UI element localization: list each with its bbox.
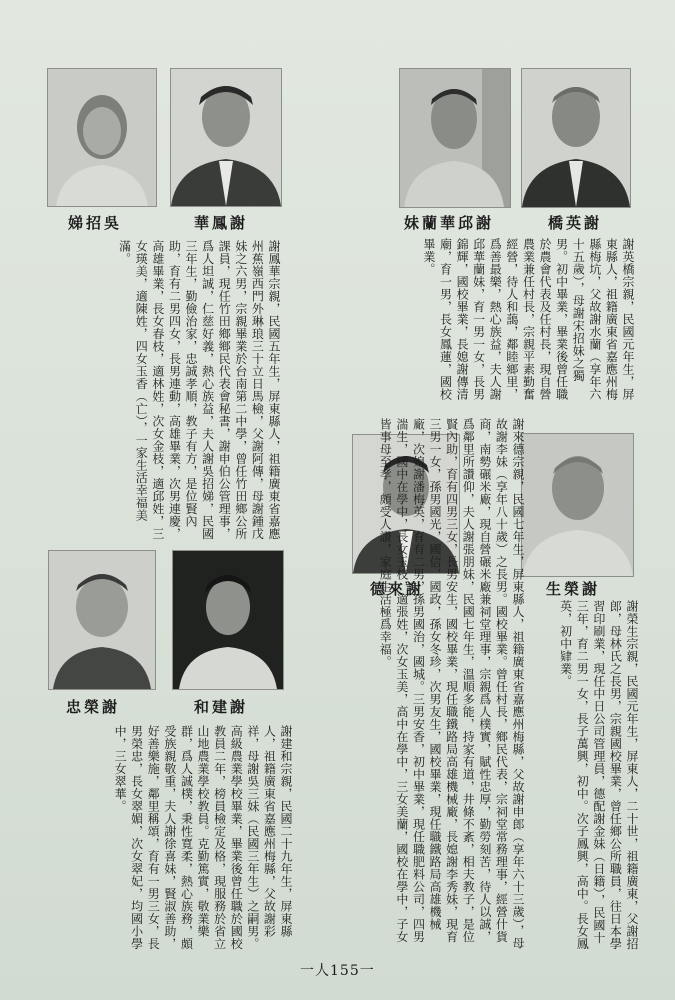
caption-xie-fenghua: 謝鳳華: [194, 214, 249, 232]
bio-xie-laide: 謝來德宗親，民國七年生，屏東縣人，祖籍廣東省嘉應州梅縣，父故謝申郎（享年六十三歲），母故謝李妹（享年八十歲）之長男。國校畢業。曾任村長，鄉民代表，宗祠堂常務理事，經營什貨商，南勢碾米廠，現自營碾米廠兼祠堂理事，宗親爲人樸實，賦性忠厚，勤勞刻苦，待人以誠，爲鄰里所讚仰，夫人謝張朋妹，民國七年生，溫順多能，持家有道，井條不紊，相夫教子，是位賢內助，育有四男三女，長男安生，國校畢業，現任職鐵路局高雄機械廠，長媳謝李秀妹，現育三男一女，孫男國光，國信，國政，孫女冬珍，次男友生，國校畢業，現任職鐵路局高雄機械廠，次媳謝潘梅英，育有二男，孫男國治，國城。三男安香，初中畢業，現任職肥料公司，四男湍生，國中在學中，長女玉枝，適張姓，次女玉美，高中在學中，三女美蘭，國校在學中，子女皆事母至孝，頗受人讚，家庭生活極爲幸福。: [378, 418, 525, 950]
portrait-icon: [49, 551, 155, 689]
photo-xie-jianhe: [172, 550, 284, 690]
caption-xie-rongzhong: 謝榮忠: [66, 698, 121, 716]
page-number: 一人155一: [300, 963, 375, 979]
caption-xie-rongsheng: 謝榮生: [546, 580, 601, 598]
bio-xie-fenghua: 謝鳳華宗親，民國五年生，屏東縣人，祖籍廣東省嘉應州蕉嶺西門外琳琅三十立日馬檢，父謝阿傳，母謝鍾戊妹之六男，宗親畢業於台南第二中學，曾任竹田鄉公所課員，現任竹田鄉鄉民代表會秘書，謝申伯公管理事，爲人坦誠，仁慈好義，熱心族益，夫人謝吳招娣，民國三年生，勤儉治家，忠誠孝順，教子有方，是位賢內助，育有二男四女，長男連動，高雄畢業，次男連慶，高雄畢業，長女春枝，適林姓，次女金枝，適邱姓，三女瑛美，適陳姓，四女玉香（亡），一家生活幸福美滿。: [117, 240, 281, 540]
photo-wu-zhaodi: [47, 68, 157, 207]
portrait-icon: [400, 69, 510, 207]
portrait-icon: [173, 551, 283, 689]
photo-xie-fenghua: [170, 68, 282, 207]
bio-xie-rongsheng: 謝榮生宗親，民國元年生，屏東人，二十世，祖籍廣東，父謝招郎，母林氏之長男，宗親國校畢業，曾任鄉公所職員，往日本學習印刷業，現任中日公司管理員，德配謝金妹（日籍），民國十三年，育二男一女，長子萬興，初中。次子鳳興，高中。長女鳳英，初中肄業。: [558, 600, 639, 950]
caption-xie-yingqiao: 謝英橋: [548, 214, 603, 232]
bio-xie-jianhe: 謝建和宗親，民國二十九年生，屏東縣人，祖籍廣東省嘉應州梅縣，父故謝彩祥，母謝吳三妹（民國三年生）之嗣男。高級農業學校畢業，畢業後曾任職於國校教員二年，榜員檢定及格，現服務於省立山地農業學校教員。克勤篤實，敬業樂群，爲人誠樸，秉性寬柔，熱心族務，頗受族親敬重，夫人謝徐喜妹，賢淑善助，好善樂施，鄰里稱頌，育有一男三女，長男榮忠，長女翠媚，次女翠妃，均國小學中，三女翠華。: [113, 725, 293, 950]
photo-xie-rongsheng: [521, 433, 634, 577]
caption-wu-zhaodi: 吳招娣: [68, 214, 123, 232]
portrait-icon: [48, 69, 156, 206]
caption-xie-jianhe: 謝建和: [194, 698, 249, 716]
portrait-icon: [171, 69, 281, 206]
photo-xie-qiu-hualan: [399, 68, 511, 208]
caption-xie-qiu-hualan: 謝邱華蘭妹: [404, 214, 495, 232]
portrait-icon: [522, 434, 633, 576]
bio-xie-yingqiao: 謝英橋宗親，民國元年生，屏東縣人，祖籍廣東省嘉應州梅縣梅坑，父故謝水蘭（享年六十五歲），母謝宋招妹之獨男。初中畢業，畢業後曾任職於農會代表及任村長，現自營農業兼任村長，宗親平素勤奮經營，待人和藹，鄰睦鄉里，爲善最樂，熱心族益，夫人謝邱華蘭妹，育一男一女，長男錦輝，國校畢業，長媳謝傳清廟，育一男，長女鳳蓮，國校畢業。: [421, 238, 635, 401]
portrait-icon: [522, 69, 630, 207]
caption-xie-laide: 謝來德: [370, 580, 425, 598]
photo-xie-rongzhong: [48, 550, 156, 690]
photo-xie-yingqiao: [521, 68, 631, 208]
